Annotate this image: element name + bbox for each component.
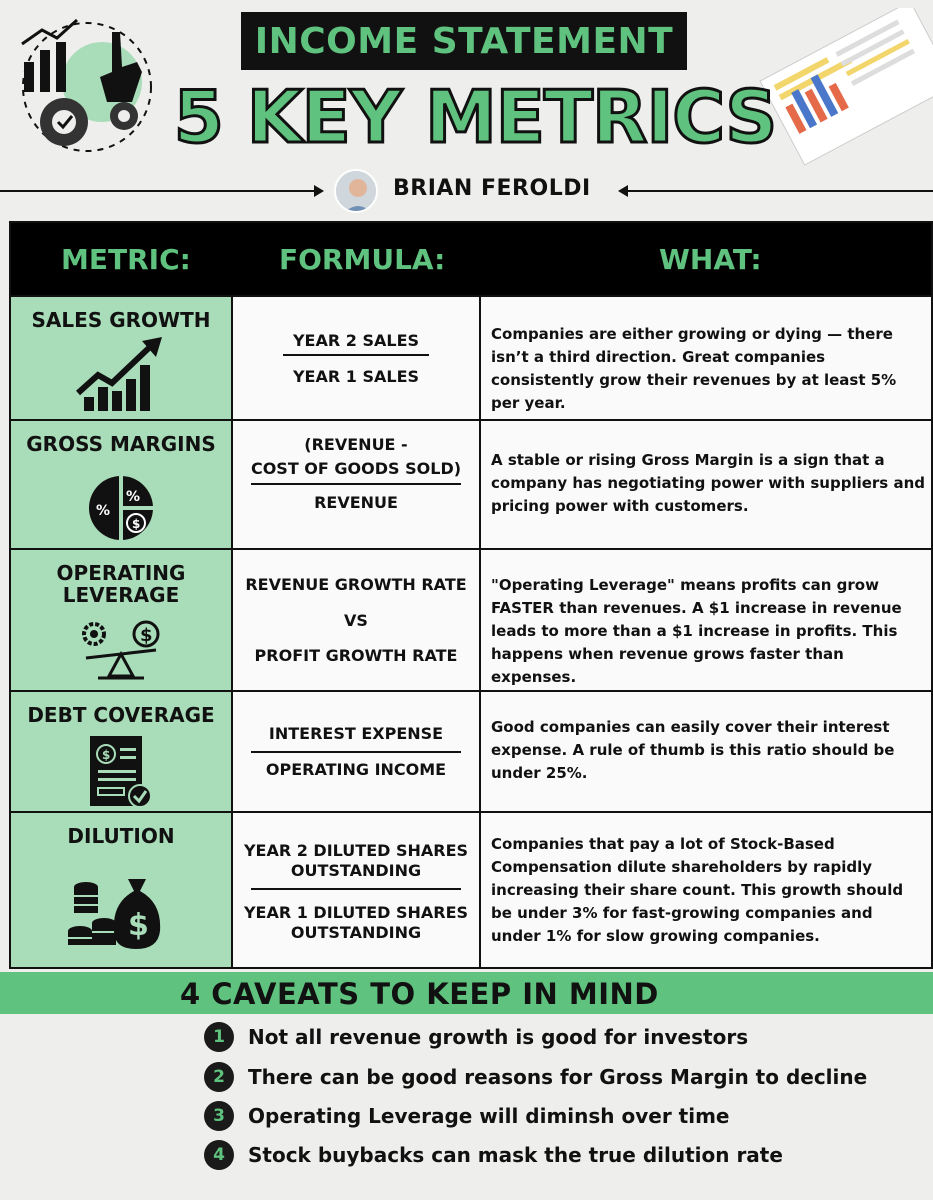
metric-cell [11,813,231,967]
formula-numerator: YEAR 2 SALES [292,331,420,350]
table-header [11,223,931,295]
formula-cell [233,421,479,548]
what-cell [481,421,931,548]
metric-cell [11,692,231,811]
svg-text:$: $ [132,517,141,531]
fraction-divider [251,888,461,890]
formula-vs: VS [344,611,368,630]
svg-text:$: $ [128,908,149,943]
formula-cell [233,297,479,419]
fraction-divider [283,354,429,356]
what-text: "Operating Leverage" means profits can grow FASTER than revenues. A $1 increase in revenue leads to more than a $1 increase in profits. This happens when revenue grows faster than expenses. [491,576,902,686]
invoice-document-icon [76,732,166,812]
formula-cell [233,813,479,967]
header-metric: METRIC: [61,243,191,276]
list-item [204,1139,783,1171]
formula-numerator-line2: COST OF GOODS SOLD) [250,459,462,478]
caveat-text: Stock buybacks can mask the true dilution rate [248,1143,783,1167]
caveat-number-badge: 1 [204,1022,234,1052]
formula-numerator-line1: (REVENUE - [304,435,408,454]
avatar [334,169,378,213]
caveat-number-badge: 4 [204,1140,234,1170]
formula-line2: PROFIT GROWTH RATE [254,646,458,665]
what-text: Companies that pay a lot of Stock-Based Compensation dilute shareholders by rapidly increasing their share count. This growth should be under 3% for fast-growing companies and under 1% for slow growing companies. [491,835,904,945]
metric-cell [11,421,231,548]
formula-denominator: REVENUE [314,493,398,512]
caveat-text: Operating Leverage will diminsh over time [248,1104,730,1128]
formula-denominator: OPERATING INCOME [265,760,447,779]
metrics-table [9,221,933,969]
table-row [11,813,931,967]
metric-label-line1: OPERATING [56,561,186,585]
metric-label: DILUTION [67,824,175,848]
formula-denominator-line1: YEAR 1 DILUTED SHARES [243,903,469,922]
what-cell [481,297,931,419]
what-cell [481,813,931,967]
metric-label: GROSS MARGINS [26,432,216,456]
arrow-right-icon [0,190,322,192]
title-top: INCOME STATEMENT [254,20,674,62]
formula-denominator-line2: OUTSTANDING [290,923,422,942]
metric-label-line2: LEVERAGE [62,583,180,607]
what-text: Good companies can easily cover their interest expense. A rule of thumb is this ratio should be under 25%. [491,718,895,782]
caveat-number-badge: 3 [204,1101,234,1131]
svg-text:%: % [96,503,111,519]
formula-cell [233,692,479,811]
caveats-title: 4 CAVEATS TO KEEP IN MIND [180,977,659,1011]
metric-cell [11,550,231,690]
author-name: BRIAN FEROLDI [393,176,591,201]
formula-line1: REVENUE GROWTH RATE [245,575,467,594]
what-text: A stable or rising Gross Margin is a sign that a company has negotiating power with suppliers and pricing power with customers. [491,451,925,515]
analytics-gear-hand-icon [12,12,162,162]
table-row [11,421,931,548]
money-bag-coins-icon [66,873,166,953]
formula-numerator-line1: YEAR 2 DILUTED SHARES [243,841,469,860]
growth-chart-icon [76,335,166,415]
svg-text:$: $ [102,748,111,762]
table-row [11,297,931,419]
fraction-divider [251,483,461,485]
caveat-text: Not all revenue growth is good for investors [248,1025,749,1049]
author-row [0,168,933,214]
arrow-left-icon [620,190,933,192]
what-text: Companies are either growing or dying — there isn’t a third direction. Great companies consistently grow their revenues by at least 5% per year. [491,325,897,412]
fraction-divider [251,751,461,753]
balance-scale-icon [76,612,166,692]
header-what: WHAT: [659,243,762,276]
header-formula: FORMULA: [279,243,446,276]
what-cell [481,550,931,690]
caveat-number-badge: 2 [204,1062,234,1092]
what-cell [481,692,931,811]
formula-cell [233,550,479,690]
metric-label: DEBT COVERAGE [27,703,215,727]
list-item [204,1061,867,1093]
title-banner [241,12,687,70]
formula-denominator: YEAR 1 SALES [292,367,420,386]
list-item [204,1100,730,1132]
table-row [11,692,931,811]
pie-percent-icon [76,463,166,543]
formula-numerator: INTEREST EXPENSE [268,724,444,743]
list-item [204,1021,748,1053]
metric-cell [11,297,231,419]
main-title: 5 KEY METRICS [173,75,777,159]
metric-label: SALES GROWTH [31,308,211,332]
table-row [11,550,931,690]
svg-text:%: % [126,489,141,505]
formula-numerator-line2: OUTSTANDING [290,861,422,880]
svg-text:$: $ [140,625,153,646]
caveats-banner [0,972,933,1014]
caveat-text: There can be good reasons for Gross Margin to decline [248,1065,868,1089]
